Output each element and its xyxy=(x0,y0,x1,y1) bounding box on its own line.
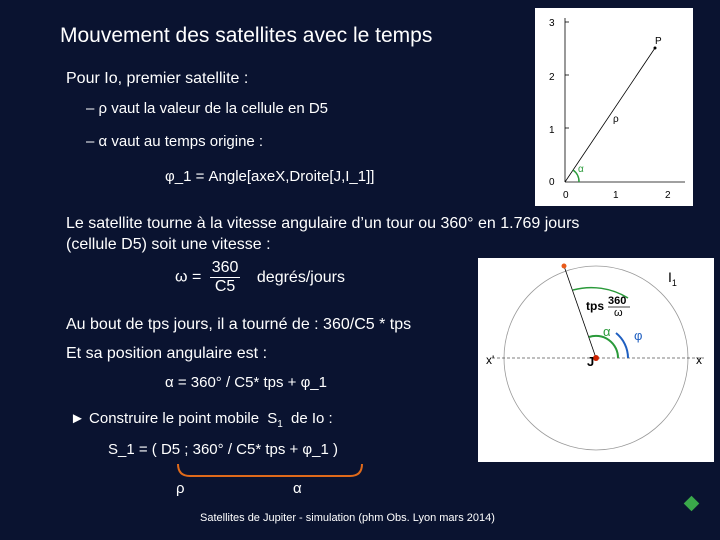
omega-formula xyxy=(175,259,345,296)
io-line: Pour Io, premier satellite : xyxy=(66,70,249,87)
next-slide-button[interactable] xyxy=(684,496,700,512)
alpha-label: α xyxy=(578,164,584,175)
s1-formula: S_1 = ( D5 ; 360° / C5* tps + φ_1 ) xyxy=(108,441,339,458)
rotation-line: Au bout de tps jours, il a tourné de : 360/C5 * tps xyxy=(66,316,412,333)
center-label: J xyxy=(587,354,595,369)
x-right-label: x xyxy=(696,353,702,367)
point-i1 xyxy=(562,264,567,269)
construct-line xyxy=(70,410,333,430)
alpha-bottom-label: α xyxy=(293,480,302,497)
bracket xyxy=(160,462,390,482)
speed-line-1: Le satellite tourne à la vitesse angulaire d’un tour ou 360° en 1.769 jours xyxy=(66,215,580,232)
omega-numerator: 360 xyxy=(211,259,239,276)
y-tick-0: 0 xyxy=(549,177,555,188)
bullet-alpha: – α vaut au temps origine : xyxy=(86,133,264,150)
construct-suffix: de Io : xyxy=(291,410,333,427)
position-line: Et sa position angulaire est : xyxy=(66,345,268,362)
x-tick-0: 0 xyxy=(563,190,569,201)
p-label: P xyxy=(655,36,662,47)
rho-segment xyxy=(565,48,655,182)
phi-formula: φ_1 = Angle[axeX,Droite[J,I_1]] xyxy=(165,168,375,185)
speed-line-2: (cellule D5) soit une vitesse : xyxy=(66,236,271,253)
y-tick-1: 1 xyxy=(549,125,555,136)
omega-fraction xyxy=(210,259,241,296)
bullet-rho: – ρ vaut la valeur de la cellule en D5 xyxy=(86,100,329,117)
construct-s: S xyxy=(267,410,278,427)
rho-label: ρ xyxy=(613,114,619,125)
construct-sub: 1 xyxy=(277,419,283,430)
alpha-formula: α = 360° / C5* tps + φ_1 xyxy=(165,374,327,391)
tps-label: tps xyxy=(586,299,604,313)
omega-unit: degrés/jours xyxy=(256,268,345,286)
x-tick-2: 2 xyxy=(665,190,671,201)
frac-den: ω xyxy=(614,307,623,319)
alpha-label: α xyxy=(603,324,611,339)
footer: Satellites de Jupiter - simulation (phm Obs. Lyon mars 2014) xyxy=(200,512,495,524)
x-tick-1: 1 xyxy=(613,190,619,201)
slide-title: Mouvement des satellites avec le temps xyxy=(60,24,433,47)
frac-num: 360 xyxy=(608,295,627,307)
y-tick-2: 2 xyxy=(549,72,555,83)
rho-bottom-label: ρ xyxy=(176,480,185,497)
phi-label: φ xyxy=(634,328,643,343)
omega-denominator: C5 xyxy=(214,278,236,295)
orbit-diagram xyxy=(478,258,714,462)
point-i1-label: $I_1$ xyxy=(668,269,677,288)
construct-prefix: ► Construire le point mobile xyxy=(70,410,260,427)
omega-symbol: ω = xyxy=(175,268,202,286)
angle-diagram xyxy=(535,8,693,206)
x-left-label: x' xyxy=(486,353,495,367)
y-tick-3: 3 xyxy=(549,18,555,29)
